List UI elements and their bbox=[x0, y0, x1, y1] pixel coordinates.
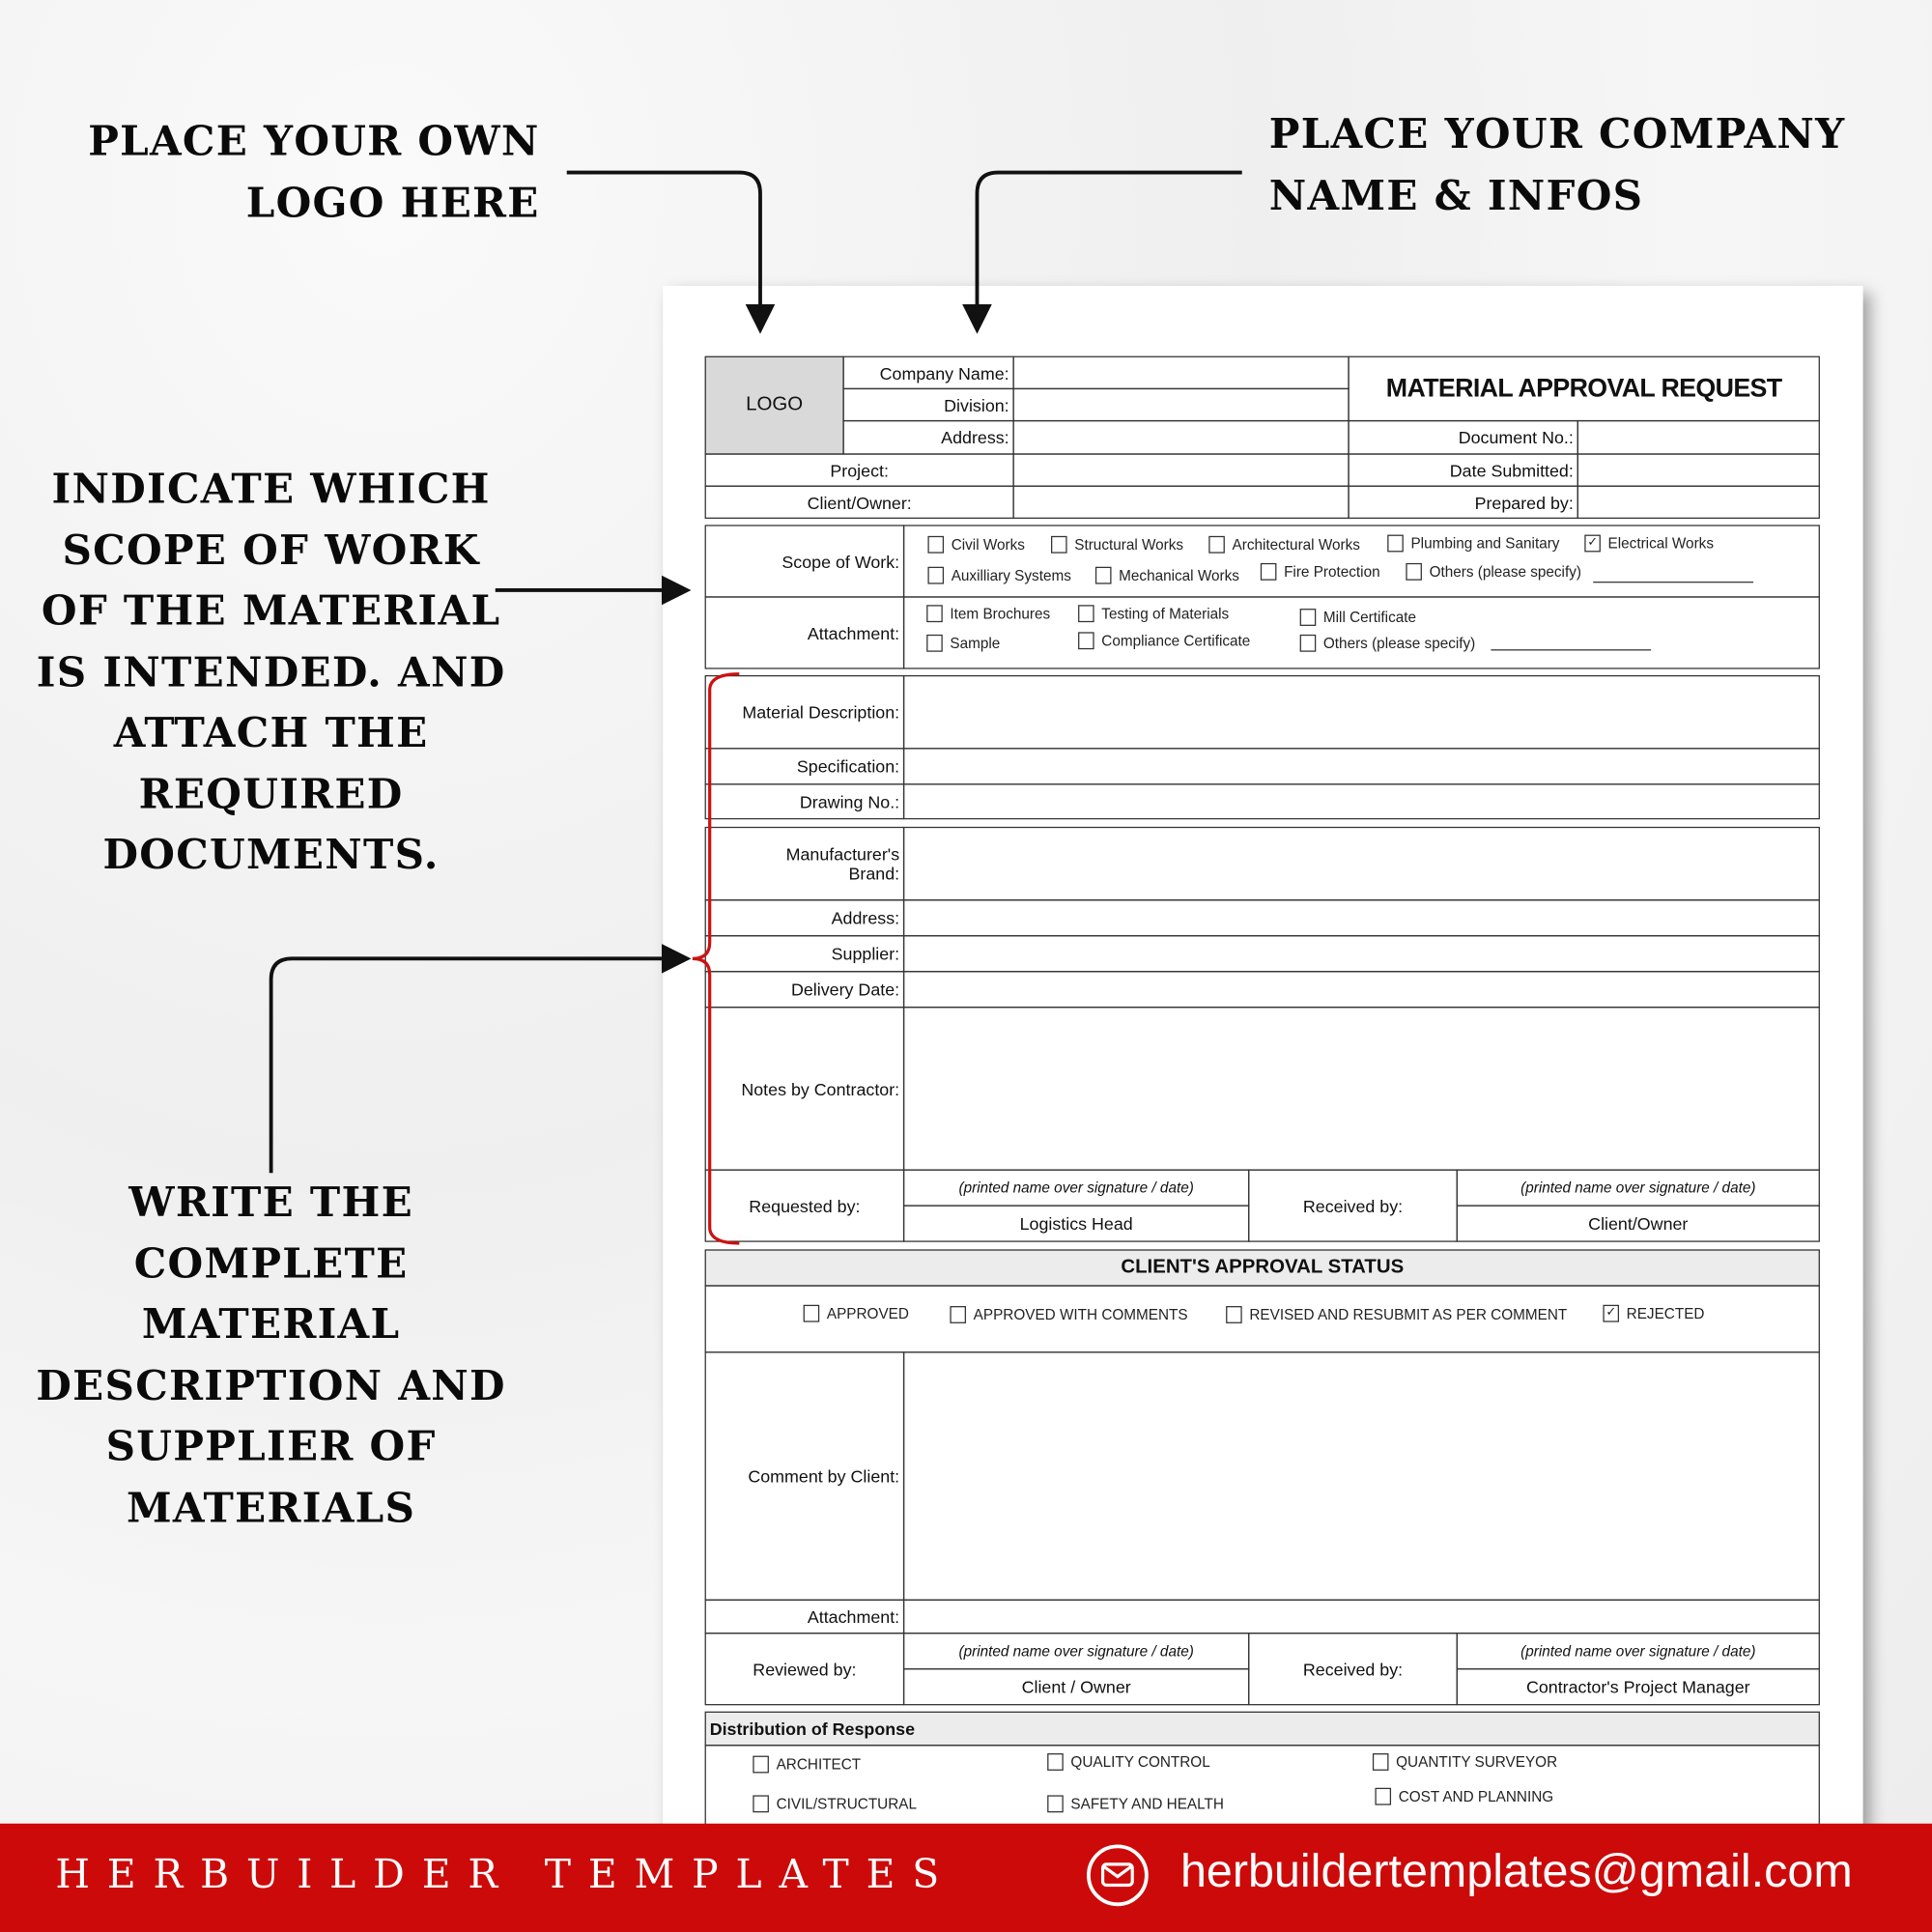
sig-hint: (printed name over signature / date) bbox=[903, 1633, 1249, 1669]
footer-brand: HERBUILDER TEMPLATES bbox=[55, 1850, 957, 1898]
checkbox-label: Plumbing and Sanitary bbox=[1410, 534, 1560, 553]
red-bracket bbox=[693, 674, 739, 1243]
sig-hint: (printed name over signature / date) bbox=[903, 1169, 1249, 1206]
requested-by-label: Requested by: bbox=[705, 1169, 905, 1241]
form-title: MATERIAL APPROVAL REQUEST bbox=[1348, 356, 1820, 422]
annotation-line: WRITE THE bbox=[128, 1178, 413, 1227]
annotation-line: PLACE YOUR OWN bbox=[88, 117, 540, 165]
comment-by-client-label: Comment by Client: bbox=[705, 1351, 905, 1601]
checkbox-label: QUANTITY SURVEYOR bbox=[1396, 1753, 1558, 1771]
received-by-name[interactable]: Client/Owner bbox=[1457, 1205, 1820, 1241]
approval-status-header: CLIENT'S APPROVAL STATUS bbox=[705, 1249, 1820, 1286]
checkbox-label: Others (please specify) bbox=[1322, 634, 1476, 652]
specification-label: Specification: bbox=[705, 748, 905, 784]
notes-label: Notes by Contractor: bbox=[705, 1007, 905, 1171]
material-description-label: Material Description: bbox=[705, 675, 905, 750]
checkbox-label: QUALITY CONTROL bbox=[1070, 1753, 1210, 1771]
checkbox-label: Architectural Works bbox=[1232, 535, 1360, 554]
annotation-line: MATERIAL bbox=[141, 1299, 401, 1349]
received-by-label: Received by: bbox=[1248, 1169, 1458, 1241]
received-by2-name[interactable]: Contractor's Project Manager bbox=[1457, 1668, 1820, 1705]
sig-hint: (printed name over signature / date) bbox=[1457, 1169, 1820, 1206]
annotation-line: PLACE YOUR COMPANY bbox=[1268, 109, 1846, 158]
annotation-line: DESCRIPTION AND bbox=[36, 1360, 506, 1409]
checkbox-label: Electrical Works bbox=[1607, 534, 1714, 553]
distribution-header: Distribution of Response bbox=[705, 1712, 1820, 1747]
checkbox-label: SAFETY AND HEALTH bbox=[1070, 1795, 1224, 1813]
checkbox-label: APPROVED bbox=[826, 1304, 909, 1322]
company-name-label: Company Name: bbox=[842, 356, 1013, 389]
scope-label: Scope of Work: bbox=[705, 525, 905, 597]
checkbox-label: Mechanical Works bbox=[1119, 566, 1239, 584]
division-label: Division: bbox=[842, 388, 1013, 421]
checkbox-label: Sample bbox=[950, 634, 1001, 652]
supplier-label: Supplier: bbox=[705, 935, 905, 972]
logo-placeholder: LOGO bbox=[705, 356, 844, 455]
arrow-to-logo bbox=[567, 173, 760, 324]
footer-banner bbox=[0, 1824, 1932, 1932]
checkbox-label: Compliance Certificate bbox=[1101, 632, 1251, 650]
checkbox-label: Mill Certificate bbox=[1322, 609, 1417, 626]
annotation-line: DOCUMENTS. bbox=[102, 830, 440, 879]
checkbox-label: Testing of Materials bbox=[1101, 605, 1230, 623]
annotation-line: OF THE MATERIAL bbox=[41, 586, 501, 635]
attachment-label: Attachment: bbox=[705, 596, 905, 668]
checkmark-icon: ✓ bbox=[1584, 535, 1601, 553]
annotation-line: INDICATE WHICH bbox=[51, 464, 491, 513]
checkbox-label: ARCHITECT bbox=[776, 1755, 862, 1774]
received-by2-label: Received by: bbox=[1248, 1633, 1458, 1705]
checkbox-label: COST AND PLANNING bbox=[1398, 1787, 1554, 1805]
checkbox-label: REJECTED bbox=[1626, 1304, 1705, 1322]
document-no-label: Document No.: bbox=[1348, 420, 1578, 455]
annotation-line: REQUIRED bbox=[138, 769, 404, 818]
requested-by-name[interactable]: Logistics Head bbox=[903, 1205, 1249, 1241]
annotation-line: SUPPLIER OF bbox=[105, 1421, 437, 1470]
annotation-line: COMPLETE bbox=[133, 1238, 409, 1288]
address-label: Address: bbox=[842, 420, 1013, 455]
project-label: Project: bbox=[705, 453, 1014, 486]
mfr-address-label: Address: bbox=[705, 899, 905, 936]
arrow-to-material bbox=[271, 958, 680, 1173]
attachment2-label: Attachment: bbox=[705, 1600, 905, 1634]
prepared-by-label: Prepared by: bbox=[1348, 486, 1578, 519]
footer-email[interactable]: herbuildertemplates@gmail.com bbox=[1179, 1845, 1853, 1898]
checkbox-label: Structural Works bbox=[1074, 535, 1184, 554]
checkbox-label: APPROVED WITH COMMENTS bbox=[973, 1306, 1188, 1323]
checkmark-icon: ✓ bbox=[1603, 1305, 1619, 1322]
annotation-line: IS INTENDED. AND bbox=[36, 647, 506, 696]
reviewed-by-name[interactable]: Client / Owner bbox=[903, 1668, 1249, 1705]
checkbox-label: Auxilliary Systems bbox=[951, 566, 1071, 584]
checkbox-label: Civil Works bbox=[951, 535, 1025, 554]
delivery-date-label: Delivery Date: bbox=[705, 971, 905, 1008]
reviewed-by-label: Reviewed by: bbox=[705, 1633, 905, 1705]
annotation-line: NAME & INFOS bbox=[1268, 170, 1644, 219]
annotation-line: SCOPE OF WORK bbox=[62, 526, 480, 574]
sig-hint: (printed name over signature / date) bbox=[1457, 1633, 1820, 1669]
annotation-line: LOGO HERE bbox=[245, 178, 540, 227]
client-owner-label: Client/Owner: bbox=[705, 486, 1014, 519]
date-submitted-label: Date Submitted: bbox=[1348, 453, 1578, 486]
envelope-icon[interactable] bbox=[1087, 1844, 1149, 1906]
annotation-line: ATTACH THE bbox=[113, 708, 429, 757]
checkbox-label: Others (please specify) bbox=[1429, 562, 1581, 581]
checkbox-label: Fire Protection bbox=[1284, 562, 1380, 581]
checkbox-label: REVISED AND RESUBMIT AS PER COMMENT bbox=[1249, 1306, 1568, 1323]
manufacturer-brand-label: Manufacturer's Brand: bbox=[705, 827, 905, 901]
annotation-line: MATERIALS bbox=[127, 1483, 416, 1531]
checkbox-label: Item Brochures bbox=[950, 605, 1051, 623]
drawing-no-label: Drawing No.: bbox=[705, 783, 905, 819]
checkbox-label: CIVIL/STRUCTURAL bbox=[776, 1795, 918, 1813]
arrow-to-company bbox=[977, 173, 1241, 324]
